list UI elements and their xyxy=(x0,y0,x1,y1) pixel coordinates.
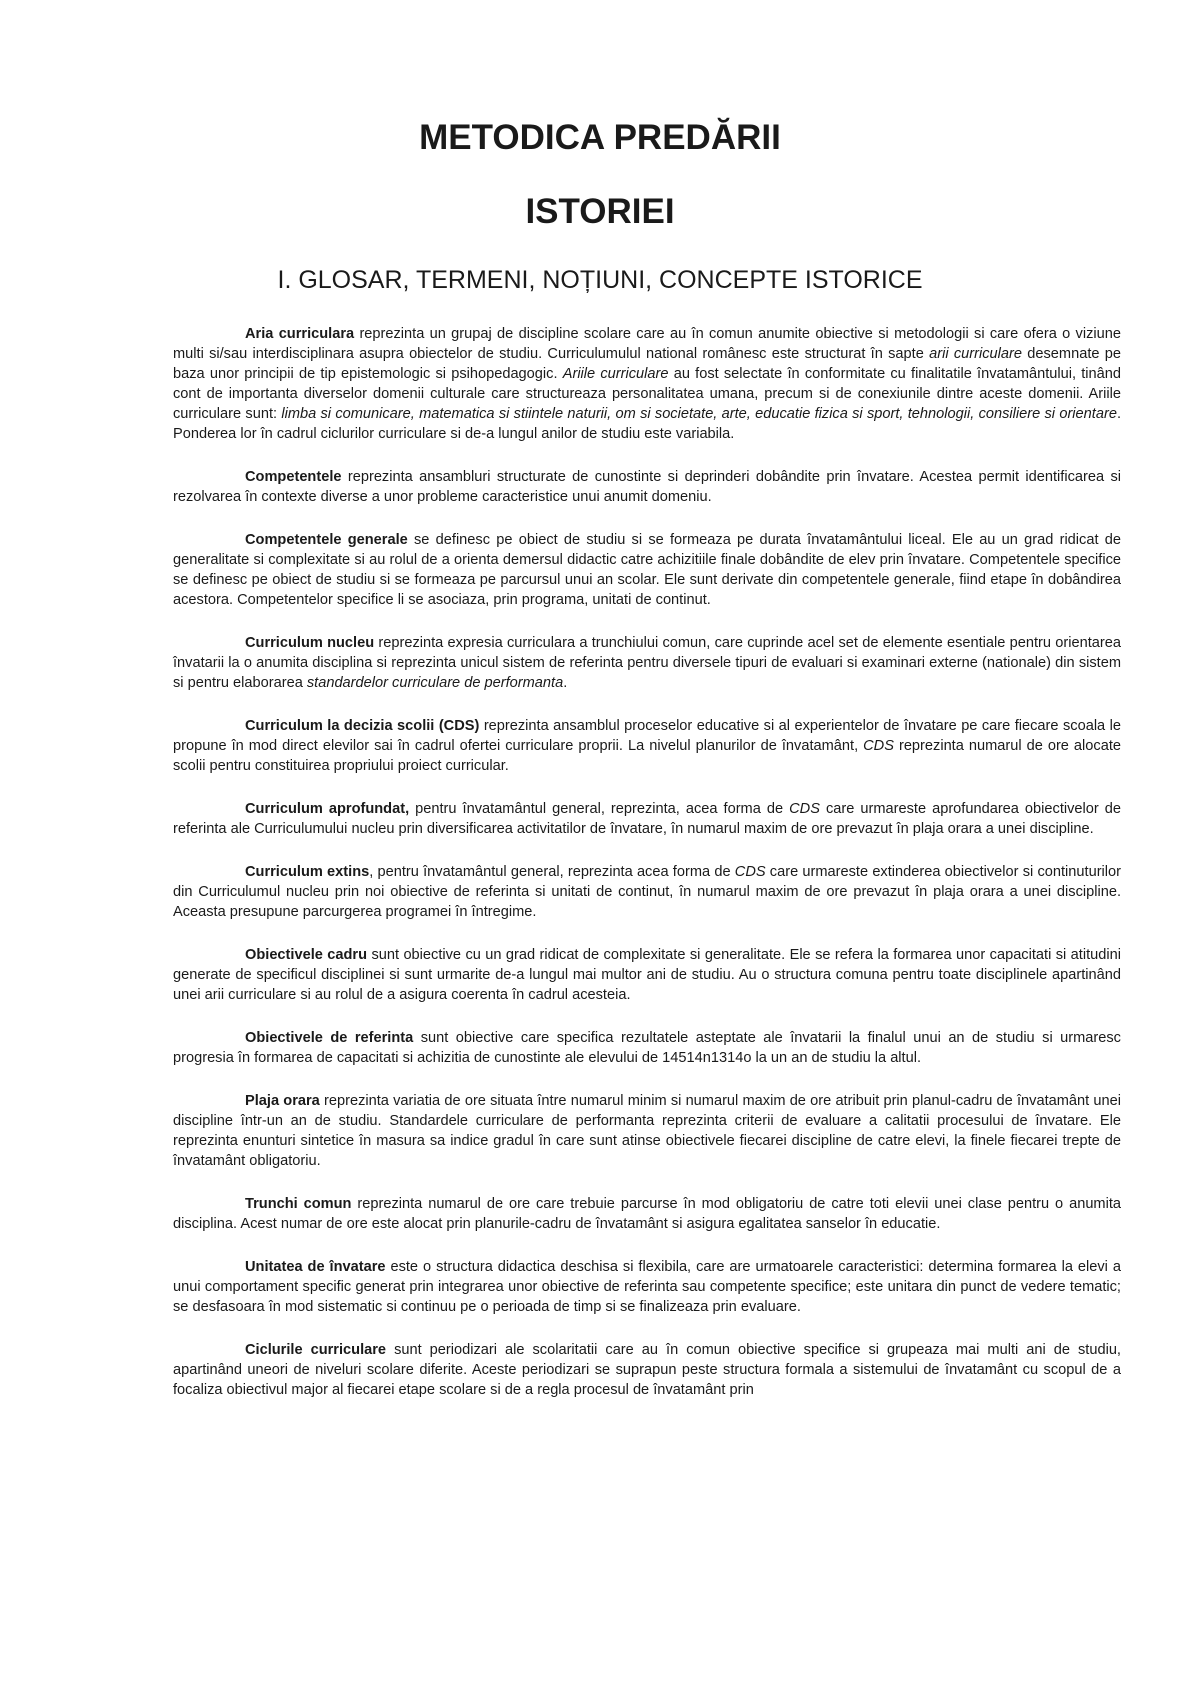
glossary-text: sunt obiective care specifica rezultatele asteptate ale învatarii la finalul unui an de studiu si urmaresc progresia în formarea de capacitati si achizitia de cunostinte ale elevului de 14514n1314o la un an de studiu la altul. xyxy=(173,1030,1121,1066)
glossary-text: reprezinta ansambluri structurate de cunostinte si deprinderi dobândite prin învatare. Acestea permit identificarea si rezolvarea în contexte diverse a unor probleme caracteristice unui anumit domeniu. xyxy=(173,469,1121,505)
glossary-text: pentru învatamântul general, reprezinta, acea forma de xyxy=(409,801,790,817)
glossary-text: reprezinta numarul de ore care trebuie parcurse în mod obligatoriu de catre toti elevii unei clase pentru o anumita disciplina. Acest numar de ore este alocat prin planurile-cadru de învatamânt si asigura egalitatea sanselor în educatie. xyxy=(173,1196,1122,1232)
glossary-entry-obiectivele-cadru xyxy=(173,945,1121,1005)
glossary-text: sunt obiective cu un grad ridicat de complexitate si generalitate. Ele se refera la formarea unor capacitati si atitudini generate de specificul disciplinei si sunt urmarite de-a lungul mai multor ani de studiu. Au o structura comuna pentru toate disciplinele apartinând unei arii curriculare si au rolul de a asigura coerenta în cadrul acesteia. xyxy=(173,947,1121,1003)
glossary-text: care urmareste extinderea obiectivelor si continuturilor din Curriculumul nucleu prin noi obiective de referinta si unitati de continut, în numarul maxim de ore prevazut în plaja orara a unei discipline. Aceasta presupune parcurgerea programei în întregime. xyxy=(173,864,1122,920)
glossary-italic: CDS xyxy=(789,801,820,817)
glossary-text: , pentru învatamântul general, reprezinta acea forma de xyxy=(369,864,735,880)
glossary-italic: CDS xyxy=(734,864,766,880)
glossary-text: reprezinta expresia curriculara a trunchiului comun, care cuprinde acel set de elemente esentiale pentru orientarea învatarii la o anumita disciplina si reprezinta unicul sistem de referinta pentru diversele tipuri de evaluari si examinari externe (nationale) din sistem si pentru elaborarea xyxy=(173,635,1121,691)
glossary-entry-ciclurile-curriculare xyxy=(173,1340,1121,1400)
glossary-term: Ciclurile curriculare xyxy=(245,1342,387,1358)
glossary-text: se definesc pe obiect de studiu si se formeaza pe durata învatamântului liceal. Ele au un grad ridicat de generalitate si complexitate si au rolul de a orienta demersul didactic catre achizitiile finale dobândite de elev prin învatare. Competentele specifice se definesc pe obiect de studiu si se formeaza pe parcursul unui an scolar. Ele sunt derivate din competentele generale, fiind etape în dobândirea acestora. Competentelor specifice li se asociaza, prin programa, unitati de continut. xyxy=(173,532,1121,608)
glossary-term: Curriculum nucleu xyxy=(245,635,375,651)
glossary-text: care urmareste aprofundarea obiectivelor de referinta ale Curriculumului nucleu prin diversificarea activitatilor de învatare, în numarul maxim de ore prevazut în plaja orara a unei discipline. xyxy=(173,801,1122,837)
glossary-term: Plaja orara xyxy=(245,1093,320,1109)
glossary-text: au fost selectate în conformitate cu finalitatile învatamântului, tinând cont de importanta diverselor domenii culturale care structureaza personalitatea umana, precum si de conexiunile dintre aceste domenii. Ariile curriculare sunt: xyxy=(173,366,1121,422)
glossary-entry-unitatea-de-invatare xyxy=(173,1257,1121,1317)
glossary-body xyxy=(173,324,1121,1423)
glossary-entry-aria-curriculara xyxy=(173,324,1121,444)
glossary-entry-curriculum-cds xyxy=(173,716,1121,776)
glossary-entry-trunchi-comun xyxy=(173,1194,1121,1234)
glossary-text: sunt periodizari ale scolaritatii care au în comun obiective specifice si grupeaza mai multi ani de studiu, apartinând uneori de niveluri scolare diferite. Aceste periodizari se suprapun peste structura formala a sistemului de învatamânt cu scopul de a focaliza obiectivul major al fiecarei etape scolare si de a regla procesul de învatamânt prin xyxy=(173,1342,1121,1398)
glossary-entry-curriculum-aprofundat xyxy=(173,799,1121,839)
glossary-entry-competentele xyxy=(173,467,1121,507)
glossary-text: reprezinta numarul de ore alocate scolii pentru constituirea propriului proiect curricular. xyxy=(173,738,1121,774)
glossary-term: Unitatea de învatare xyxy=(245,1259,386,1275)
glossary-text: reprezinta ansamblul proceselor educative si al experientelor de învatare pe care fiecare scoala le propune în mod direct elevilor sai în cadrul ofertei curriculare proprii. La nivelul planurilor de învatamânt, xyxy=(173,718,1121,754)
glossary-term: Competentele generale xyxy=(245,532,408,548)
glossary-term: Trunchi comun xyxy=(245,1196,352,1212)
glossary-entry-obiectivele-de-referinta xyxy=(173,1028,1121,1068)
glossary-italic: arii curriculare xyxy=(929,346,1022,362)
glossary-italic: Ariile curriculare xyxy=(562,366,669,382)
glossary-term: Aria curriculara xyxy=(245,326,355,342)
glossary-text: reprezinta variatia de ore situata între numarul minim si numarul maxim de ore atribuit prin planul-cadru de învatamânt unei discipline într-un an de studiu. Standardele curriculare de performanta reprezinta criterii de evaluare a calitatii procesului de învatare. Ele reprezinta enunturi sintetice în masura sa indice gradul în care sunt atinse obiectivele fiecarei discipline de catre elevi, la finele fiecarei trepte de învatamânt obligatoriu. xyxy=(173,1093,1121,1169)
glossary-italic: CDS xyxy=(863,738,894,754)
glossary-text: . xyxy=(563,675,568,691)
glossary-text: reprezinta un grupaj de discipline scolare care au în comun anumite obiective si metodologii si care ofera o viziune multi si/sau interdisciplinara asupra obiectelor de studiu. Curriculumulul national românesc este structurat în sapte xyxy=(173,326,1121,362)
glossary-entry-curriculum-extins xyxy=(173,862,1121,922)
glossary-entry-competentele-generale xyxy=(173,530,1121,610)
glossary-term: Curriculum la decizia scolii (CDS) xyxy=(245,718,480,734)
section-heading: I. GLOSAR, TERMENI, NOȚIUNI, CONCEPTE ISTORICE xyxy=(277,266,923,294)
glossary-italic: standardelor curriculare de performanta xyxy=(306,675,564,691)
glossary-text: este o structura didactica deschisa si flexibila, care are urmatoarele caracteristici: determina formarea la elevi a unui comportament specific generat prin integrarea unor obiective de referinta sau competente specifice; este unitara din punct de vedere tematic; se desfasoara în mod sistematic si continuu pe o perioada de timp si se finalizeaza prin evaluare. xyxy=(173,1259,1121,1315)
glossary-term: Competentele xyxy=(245,469,342,485)
glossary-italic: limba si comunicare, matematica si stiintele naturii, om si societate, arte, educatie fizica si sport, tehnologii, consiliere si orientare xyxy=(281,406,1117,422)
glossary-entry-curriculum-nucleu xyxy=(173,633,1121,693)
glossary-text: . Ponderea lor în cadrul ciclurilor curriculare si de-a lungul anilor de studiu este variabila. xyxy=(173,406,1121,442)
glossary-term: Curriculum extins xyxy=(245,864,370,880)
glossary-entry-plaja-orara xyxy=(173,1091,1121,1171)
document-title-line-2: ISTORIEI xyxy=(525,192,675,231)
document-title-line-1: METODICA PREDĂRII xyxy=(419,118,781,157)
glossary-term: Obiectivele de referinta xyxy=(245,1030,414,1046)
glossary-text: desemnate pe baza unor principii de tip epistemologic si psihopedagogic. xyxy=(173,346,1121,382)
glossary-term: Obiectivele cadru xyxy=(245,947,368,963)
glossary-term: Curriculum aprofundat, xyxy=(245,801,410,817)
